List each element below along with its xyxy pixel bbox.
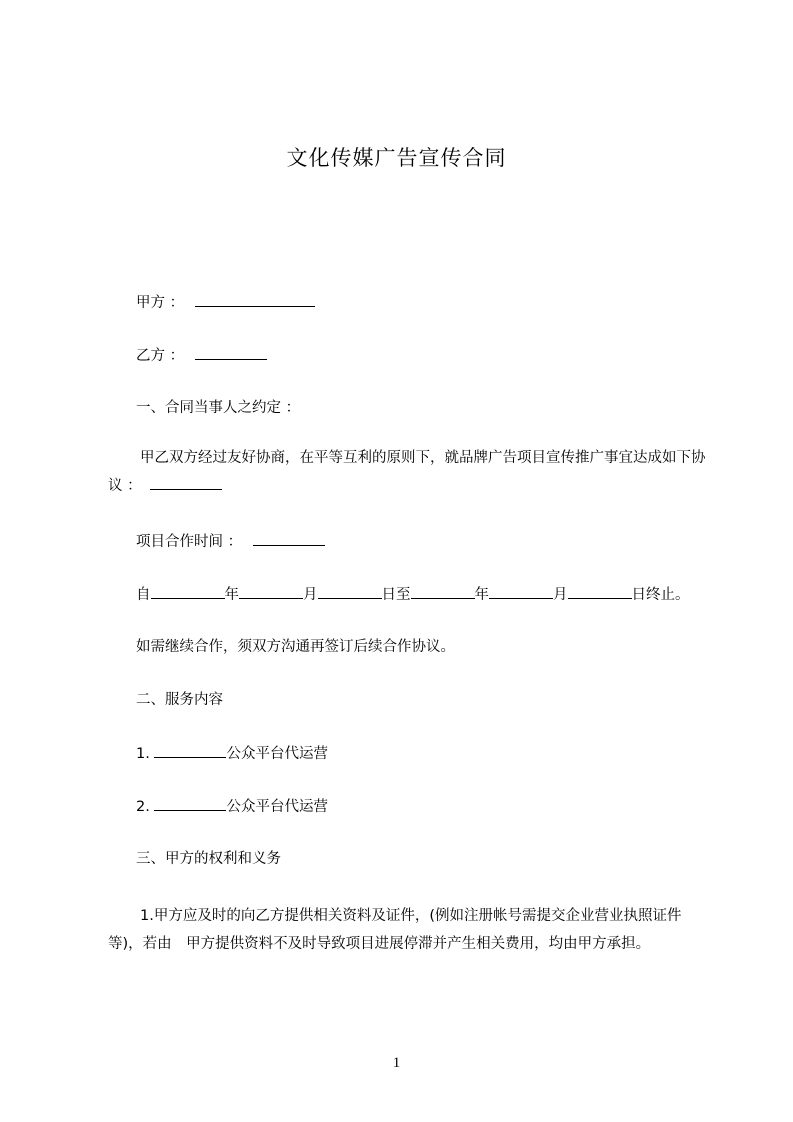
period-year2: 年: [474, 587, 489, 603]
period-year1: 年: [224, 587, 239, 603]
service-item-2: [136, 796, 328, 817]
service-item-1-blank: [154, 743, 226, 758]
service-item-1-text: 公众平台代运营: [226, 746, 328, 762]
page-number: 1: [392, 1055, 401, 1071]
period-day-end: 日终止。: [631, 587, 690, 603]
start-month-blank: [239, 584, 303, 599]
service-item-2-number: 2.: [136, 799, 150, 815]
period-day-to: 日至: [381, 587, 411, 603]
intro-paragraph: [108, 444, 708, 500]
start-day-blank: [318, 584, 382, 599]
section1-heading: 一、合同当事人之约定 ：: [136, 400, 301, 416]
party-b-line: [136, 345, 267, 366]
end-month-blank: [489, 584, 553, 599]
service-item-1: [136, 743, 328, 764]
cooperation-time-label: 项目合作时间 ：: [136, 534, 243, 550]
period-month2: 月: [553, 587, 568, 603]
renewal-note: 如需继续合作，须双方沟通再签订后续合作协议。: [136, 639, 455, 655]
service-item-2-blank: [154, 796, 226, 811]
end-year-blank: [411, 584, 475, 599]
service-item-1-number: 1.: [136, 746, 150, 762]
service-item-2-text: 公众平台代运营: [226, 799, 328, 815]
intro-paragraph-text: 甲乙双方经过友好协商，在平等互利的原则下，就品牌广告项目宣传推广事宜达成如下协议 ：: [108, 450, 706, 494]
period-month1: 月: [303, 587, 318, 603]
period-from: 自: [136, 587, 151, 603]
section2-heading: 二、服务内容: [136, 692, 223, 708]
cooperation-time-blank: [253, 531, 325, 546]
period-line: [136, 584, 690, 605]
cooperation-time-line: [136, 531, 325, 552]
party-a-label: 甲方 ：: [136, 295, 185, 311]
party-b-blank: [195, 345, 267, 360]
section3-heading: 三、甲方的权利和义务: [136, 851, 281, 867]
intro-blank: [150, 475, 222, 490]
party-b-label: 乙方 ：: [136, 348, 185, 364]
end-day-blank: [568, 584, 632, 599]
document-title: 文化传媒广告宣传合同: [286, 146, 507, 170]
party-a-line: [136, 292, 315, 313]
party-a-blank: [195, 292, 315, 307]
start-year-blank: [151, 584, 225, 599]
obligation-1: 1.甲方应及时的向乙方提供相关资料及证件，(例如注册帐号需提交企业营业执照证件等)，若由 甲方提供资料不及时导致项目进展停滞并产生相关费用，均由甲方承担。: [108, 908, 682, 952]
